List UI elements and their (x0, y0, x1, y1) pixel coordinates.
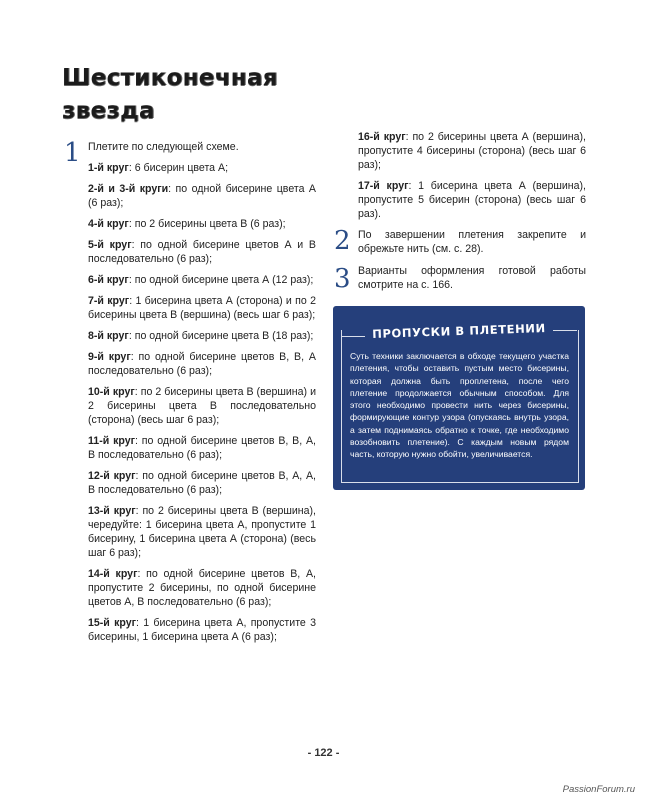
round-16: 16-й круг: по 2 бисерины цвета А (вершина), пропустите 4 бисерины (сторона) (весь шаг 6 раз); (358, 131, 586, 171)
round-11: 11-й круг: по одной бисерине цветов В, В, А, В последовательно (6 раз); (88, 435, 317, 461)
round-4: 4-й круг: по 2 бисерины цвета В (6 раз); (88, 218, 286, 230)
step-number-1: 1 (64, 138, 81, 168)
round-17: 17-й круг: 1 бисерина цвета А (вершина), пропустите 5 бисерин (сторона) (весь шаг 6 раз). (358, 180, 586, 220)
round-7: 7-й круг: 1 бисерина цвета А (сторона) и по 2 бисерины цвета В (вершина) (весь шаг 6 раз); (88, 295, 316, 321)
info-box-text: Суть техники заключается в обходе текущего участка плетения, чтобы оставить пустым место бисерины, которая должна быть проплетена, после чего плетение продолжается обычным способом. Для этого необходимо провести нить через бисерины, формирующие контур узора (опускаясь внутрь узора, а затем поднимаясь обратно к точке, где необходимо возобновить плетение). С каждым новым рядом часть, которую нужно обойти, увеличивается. (350, 351, 569, 460)
right-column-rounds (358, 130, 586, 228)
step-number-2: 2 (334, 226, 351, 256)
round-5: 5-й круг: по одной бисерине цветов А и В последовательно (6 раз); (88, 239, 316, 265)
step-3-text: Варианты оформления готовой работы смотрите на с. 166. (358, 265, 586, 291)
round-6: 6-й круг: по одной бисерине цвета А (12 раз); (88, 274, 314, 286)
info-box-title: ПРОПУСКИ В ПЛЕТЕНИИ (372, 320, 546, 342)
left-column (88, 140, 316, 651)
step-2-text: По завершении плетения закрепите и обрежьте нить (см. с. 28). (358, 229, 586, 255)
round-15: 15-й круг: 1 бисерина цвета А, пропустите 3 бисерины, 1 бисерина цвета А (6 раз); (88, 617, 316, 643)
round-9: 9-й круг: по одной бисерине цветов В, В, А последовательно (6 раз); (88, 351, 316, 377)
round-12: 12-й круг: по одной бисерине цветов В, А, А, В последовательно (6 раз); (88, 470, 316, 496)
page-title: Шестиконечная звезда (62, 65, 278, 124)
step-number-3: 3 (334, 264, 351, 294)
round-13: 13-й круг: по 2 бисерины цвета В (вершина), чередуйте: 1 бисерина цвета А, пропустите 1 бисерину, 1 бисерина цвета А (сторона) (весь шаг 6 раз); (88, 505, 316, 559)
round-10: 10-й круг: по 2 бисерины цвета В (вершина) и 2 бисерины цвета В последовательно (сторона) (весь шаг 6 раз); (88, 386, 316, 426)
technique-info-box (333, 306, 585, 490)
round-1: 1-й круг: 6 бисерин цвета А; (88, 162, 229, 174)
watermark: PassionForum.ru (562, 784, 635, 795)
round-2-3: 2-й и 3-й круги: по одной бисерине цвета А (6 раз); (88, 183, 316, 209)
page-number: - 122 - (307, 747, 340, 759)
round-14: 14-й круг: по одной бисерине цветов В, А, пропустите 2 бисерины, по одной бисерине цветов А, В последовательно (6 раз); (88, 568, 316, 608)
round-8: 8-й круг: по одной бисерине цвета В (18 раз); (88, 330, 314, 342)
intro-text: Плетите по следующей схеме. (88, 141, 239, 153)
